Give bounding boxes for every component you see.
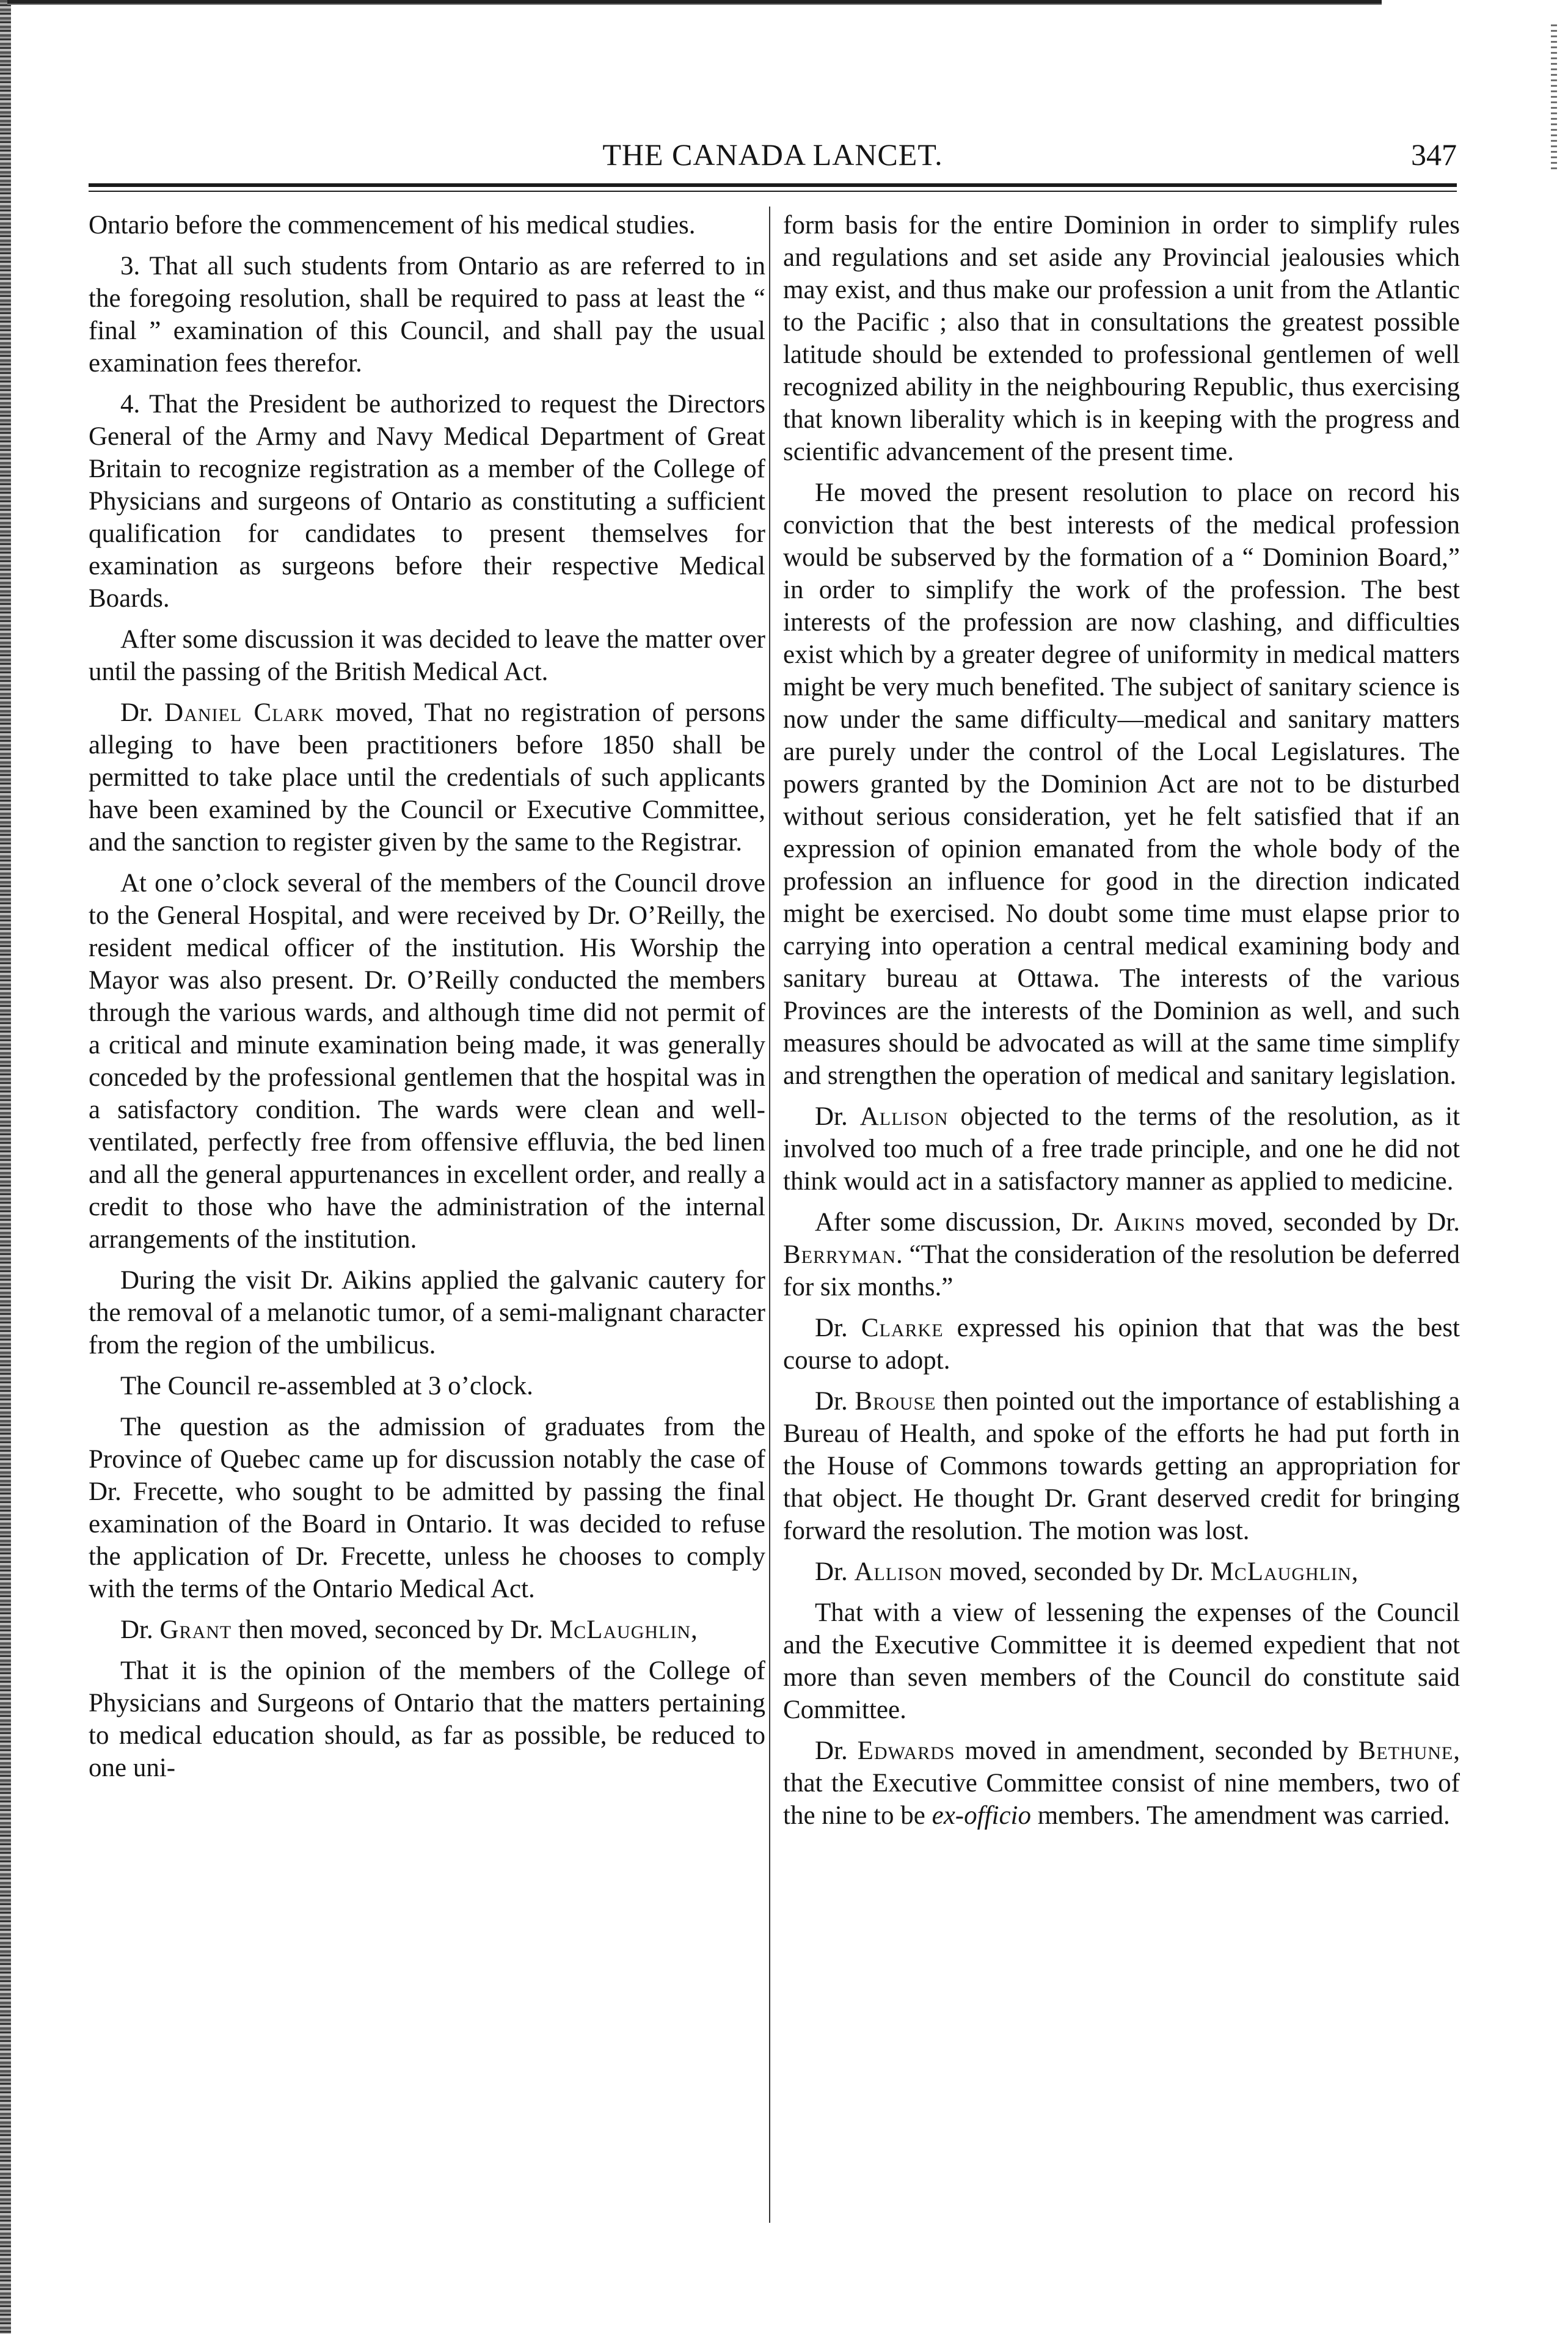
paragraph: During the visit Dr. Aikins applied the galvanic cautery for the removal of a melanotic tumor, of a semi-malignant character from the region of the umbilicus. xyxy=(89,1266,765,1359)
paragraph: After some discussion it was decided to leave the matter over until the passing of the British Medical Act. xyxy=(89,625,765,686)
page-header xyxy=(89,137,1457,180)
paragraph: form basis for the entire Dominion in order to simplify rules and regulations and set aside any Provincial jealousies which may exist, and thus make our profession a unit from the Atlantic to the Pacific ; also that in consultations the greatest possible latitude should be extended to professional gentlemen of well recognized ability in the neighbouring Republic, thus exercising that known liberality which is in keeping with the progress and scientific advancement of the present time. xyxy=(783,211,1460,466)
text-run: Dr. xyxy=(815,1557,848,1586)
text-run: Dr. xyxy=(120,1615,153,1644)
running-title: THE CANADA LANCET. xyxy=(602,137,943,172)
scan-right-edge-marks xyxy=(1551,24,1557,171)
text-run: objected to the terms of the resolution, as it involved too much of a free trade principle, and one he did not think would act in a satisfactory manner as applied to medicine. xyxy=(783,1102,1460,1196)
text-run: Dr. xyxy=(815,1102,848,1131)
text-run: expressed his opinion that that was the best course to adopt. xyxy=(783,1314,1460,1375)
paragraph xyxy=(783,1312,1460,1377)
header-rule-thin xyxy=(89,191,1457,192)
scan-binding-edge xyxy=(0,0,11,2334)
italic-term: ex-officio xyxy=(932,1801,1031,1830)
speaker-name: Berryman xyxy=(783,1240,897,1269)
left-column xyxy=(89,209,765,1793)
text-run: moved, That no registration of persons alleging to have been practitioners before 1850 shall be permitted to take place until the credentials of such applicants have been examined by the Council or Executive Committee, and the sanction to register given by the same to the Registrar. xyxy=(89,698,766,857)
text-run: , that the Executive Committee consist of nine members, two of the nine to be xyxy=(783,1736,1460,1830)
paragraph: That it is the opinion of the members of the College of Physicians and Surgeons of Ontario that the matters pertaining to medical education should, as far as possible, be reduced to one uni- xyxy=(89,1656,765,1782)
text-run: moved, seconded by Dr. xyxy=(1195,1208,1460,1237)
paragraph xyxy=(89,697,765,858)
paragraph: He moved the present resolution to place on record his conviction that the best interests of the medical profession would be subserved by the formation of a “ Dominion Board,” in order to simplify the work of the profession. The best interests of the profession are now clashing, and difficulties exist which by a greater degree of uniformity in medical matters might be very much benefited. The subject of sanitary science is now under the same difficulty—medical and sanitary matters are purely under the control of the Local Legislatures. The powers granted by the Dominion Act are not to be disturbed without serious consideration, yet he felt satisfied that if an expression of opinion emanated from the whole body of the profession an influence for good in the direction indicated might be exercised. No doubt some time must elapse prior to carrying into operation a central medical examining body and sanitary bureau at Ottawa. The interests of the various Provinces are the interests of the Dominion as well, and such measures should be advocated as will at the same time simplify and strengthen the operation of medical and sanitary legislation. xyxy=(783,478,1460,1090)
paragraph: That with a view of lessening the expenses of the Council and the Executive Committee it is deemed expedient that not more than seven members of the Council do constitute said Committee. xyxy=(783,1598,1460,1724)
speaker-name: Allison xyxy=(859,1102,949,1131)
speaker-name: Brouse xyxy=(855,1387,936,1416)
speaker-name: Edwards xyxy=(857,1736,955,1765)
paragraph xyxy=(783,1100,1460,1198)
paragraph xyxy=(783,1735,1460,1832)
speaker-name: Allison xyxy=(854,1557,943,1586)
text-run: members. The amendment was carried. xyxy=(1037,1801,1450,1830)
speaker-name: Grant xyxy=(159,1615,232,1644)
text-run: After some discussion, Dr. xyxy=(815,1208,1104,1237)
speaker-name: McLaughlin xyxy=(549,1615,691,1644)
paragraph: Ontario before the commencement of his medical studies. xyxy=(89,211,696,240)
paragraph xyxy=(783,1206,1460,1303)
speaker-name: Daniel Clark xyxy=(164,698,324,727)
page-number: 347 xyxy=(1411,137,1457,172)
paragraph: The question as the admission of graduates from the Province of Quebec came up for discussion notably the case of Dr. Frecette, who sought to be admitted by passing the final examination of the Board in Ontario. It was decided to refuse the application of Dr. Frecette, unless he chooses to comply with the terms of the Ontario Medical Act. xyxy=(89,1413,765,1603)
paragraph: The Council re-assembled at 3 o’clock. xyxy=(120,1372,533,1400)
paragraph xyxy=(783,1556,1460,1588)
right-column xyxy=(783,209,1460,1840)
text-run: Dr. xyxy=(815,1314,848,1342)
paragraph xyxy=(89,1614,765,1646)
text-run: Dr. xyxy=(815,1387,848,1416)
paragraph: At one o’clock several of the members of the Council drove to the General Hospital, and were received by Dr. O’Reilly, the resident medical officer of the institution. His Worship the Mayor was also present. Dr. O’Reilly conducted the members through the various wards, and although time did not permit of a critical and minute examination being made, it was generally conceded by the professional gentlemen that the hospital was in a satisfactory condition. The wards were clean and well-ventilated, perfectly free from offensive effluvia, the bed linen and all the general appurtenances in excellent order, and really a credit to those who have the administration of the internal arrangements of the institution. xyxy=(89,869,765,1254)
speaker-name: McLaughlin xyxy=(1210,1557,1352,1586)
text-run: , xyxy=(691,1615,698,1644)
paragraph xyxy=(783,1385,1460,1547)
header-rule-thick xyxy=(89,183,1457,187)
speaker-name: Bethune xyxy=(1358,1736,1454,1765)
column-divider xyxy=(769,207,770,2223)
text-run: moved in amendment, seconded by xyxy=(965,1736,1349,1765)
text-run: then moved, seconced by Dr. xyxy=(238,1615,544,1644)
scan-top-edge xyxy=(7,0,1382,9)
text-run: moved, seconded by Dr. xyxy=(949,1557,1204,1586)
paragraph: 4. That the President be authorized to request the Directors General of the Army and Navy Medical Department of Great Britain to recognize registration as a member of the College of Physicians and surgeons of Ontario as constituting a sufficient qualification for candidates to present themselves for examination as surgeons before their respective Medical Boards. xyxy=(89,390,765,613)
text-run: then pointed out the importance of establishing a Bureau of Health, and spoke of the efforts he had put forth in the House of Commons towards getting an appropriation for that object. He thought Dr. Grant deserved credit for bringing forward the resolution. The motion was lost. xyxy=(783,1387,1460,1545)
text-run: , xyxy=(1351,1557,1358,1586)
text-run: . “That the consideration of the resolution be deferred for six months.” xyxy=(783,1240,1460,1301)
text-run: Dr. xyxy=(120,698,153,727)
paragraph: 3. That all such students from Ontario as are referred to in the foregoing resolution, shall be required to pass at least the “ final ” examination of this Council, and shall pay the usual examination fees therefor. xyxy=(89,252,765,378)
text-run: Dr. xyxy=(815,1736,848,1765)
speaker-name: Clarke xyxy=(861,1314,944,1342)
speaker-name: Aikins xyxy=(1114,1208,1186,1237)
